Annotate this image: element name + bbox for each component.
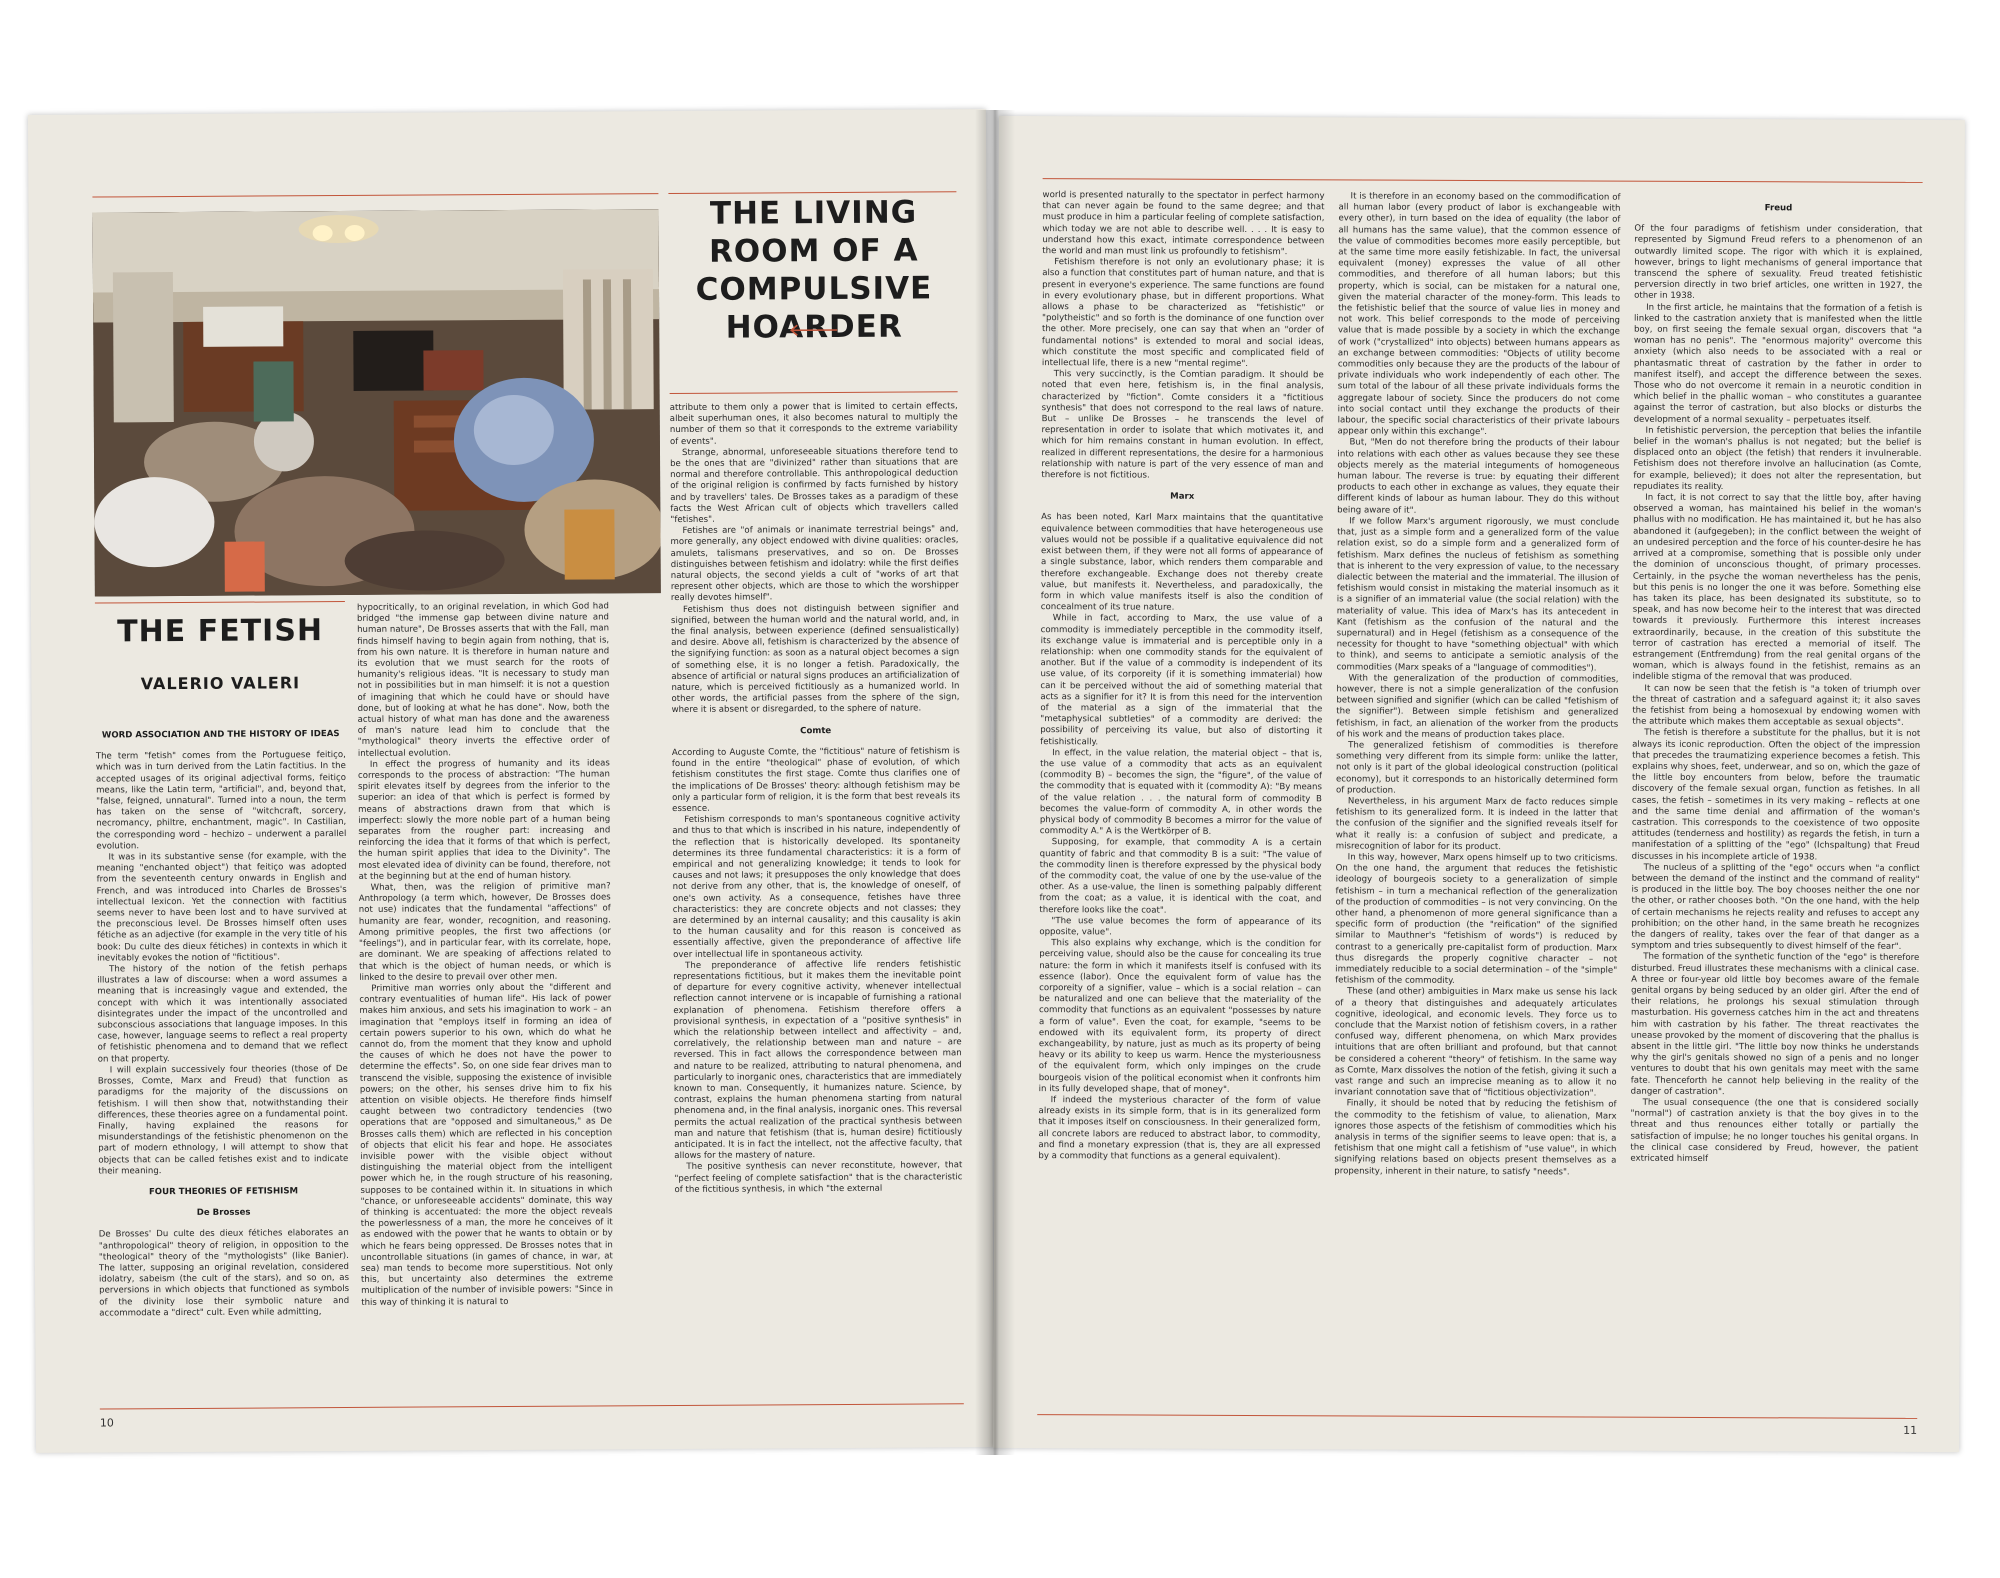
paragraph: It is therefore in an economy based on the commodification of all human labor (every product of labor is exchangeable with every other), in turn based on the idea of equality (the labor of all humans has the same value), that the common essence of the value of commodities becomes more easily perceptible, but at the same time more easily fetishizable. In fact, the universal equivalent (money) expresses the value of all other commodities, and therefore of all human labors; but this property, which is social, can be mistaken for a natural one, given the material character of the money-form. This leads to the fetishistic belief that the source of value lies in money and not work. This belief corresponds to the mode of perceiving value that is made possible by a society in which the exchange of work ("crystallized" into objects) between humans appears as an exchange between commodities: "Objects of utility become commodities only because they are the products of the labour of private individuals who work independently of each other. The sum total of the labour of all these private individuals forms the aggregate labour of society. Since the producers do not come into social contact until they exchange the products of their labour, the specific social characteristics of their private labours appear only within this exchange". — [1337, 191, 1621, 438]
paragraph: De Brosses' Du culte des dieux fétiches elaborates an "anthropological" theory of religion, in opposition to the "theological" theory of the "mythologists" (like Banier). The latter, supposing an original revelation, considered idolatry, sabeism (the cult of the stars), and so on, as perversions in which objects that functioned as symbols of the divinity lose their symbolic nature and accommodate a "direct" cult. Even while admitting, — [98, 1228, 350, 1319]
right-page — [993, 116, 1965, 1452]
page-number: 11 — [1903, 1423, 1918, 1437]
paragraph: In effect, in the value relation, the material object – that is, the use value of a commodity that acts as an equivalent (commodity B) – becomes the sign, the "figure", of the value of the commodity that is equated with it (commodity A): "By means of the value relation . . . the natural form of commodity B becomes the value-form of commodity A, in other words the physical body of commodity B becomes a mirror for the value of commodity A." A is the Wertkörper of B. — [1039, 747, 1323, 838]
paragraph: Supposing, for example, that commodity A is a certain quantity of fabric and that commodity B is a suit: "The value of the commodity linen is therefore expressed by the physical body of the commodity coat, the value of one by the use-value of the other. As a use-value, the linen is something palpably different from the coat; as a value, it is identical with the coat, and therefore looks like the coat". — [1039, 837, 1322, 916]
bottom-rule — [100, 1403, 964, 1409]
paragraph: The formation of the synthetic function of the "ego" is therefore disturbed. Freud illustrates these mechanisms with a clinical case. A three or four-year old little boy becomes aware of the female genital organs by being seduced by an older girl. After the end of their relations, he prolongs his sexual stimulation through masturbation. His governess catches him in the act and threatens him with castration by his father. The threat reactivates the unease provoked by the moment of discovering that the phallus is absent in the little girl. "The little boy now thinks he understands why the girl's genitals showed no sign of a penis and no longer ventures to doubt that his own genitals may meet with the same fate. Thenceforth he cannot help believing in the reality of the danger of castration". — [1630, 952, 1920, 1097]
paragraph: "The use value becomes the form of appearance of its opposite, value". — [1039, 915, 1322, 938]
section-heading-marx: Marx — [1170, 491, 1195, 503]
subheading-de-brosses: De Brosses — [196, 1207, 251, 1219]
page-number: 10 — [99, 1416, 114, 1430]
paragraph: attribute to them only a power that is limited to certain effects, albeit superhuman ones, it also becomes natural to multiply the number of them so that it corresponds to the extreme variability of events". — [669, 401, 958, 447]
paragraph: With the generalization of the production of commodities, however, there is not a simple generalization of the confusion between signified and signifier (which can be called "fetishism of the signifier"). Between simple fetishism and generalized fetishism, in fact, an alienation of the worker from the products of his work and the means of production takes place. — [1336, 673, 1619, 741]
paragraph: This very succinctly, is the Comtian paradigm. It should be noted that even here, fetishism is, in the final analysis, characterized by "fiction". Comte considers it a "fictitious synthesis" that does not correspond to the real laws of nature. But – unlike De Brosses – he transcends the level of representation in order to isolate that which motivates it, and which for him remains constant in human evolution. In effect, realized in different representations, the desire for a harmonious relationship with nature is part of the very essence of man and therefore is not fictitious. — [1041, 369, 1324, 481]
paragraph: This also explains why exchange, which is the condition for perceiving value, should also be the cause for concealing its true nature: the form in which it manifests itself is confused with its essence (labor). Once the equivalent form of value has the corporeity of a signifier, value – which is a social relation – can be naturalized and one can believe that the materiality of the commodity that functions as an equivalent "possesses by nature a form of value". Even the coat, for example, "seems to be endowed with its equivalent form, its property of direct exchangeability, by nature, just as much as its property of being heavy or its ability to keep us warm. Hence the mysteriousness of the equivalent form, which only impinges on the crude bourgeois vision of the political economist when it confronts him in its fully developed shape, that of money". — [1038, 938, 1322, 1095]
paragraph: In effect the progress of humanity and its ideas corresponds to the process of abstraction: "The human spirit elevates itself by degrees from the inferior to the superior: an idea of that which is perfect is formed by means of abstractions drawn from that which is imperfect: slowly the more noble part of a human being separates from the rougher part: increasing and reinforcing the idea that it forms of that which is perfect, the human spirit applies that idea to the Divinity". The most elevated idea of divinity can be found, therefore, not at the beginning but at the end of human history. — [357, 758, 611, 882]
paragraph: These (and other) ambiguities in Marx make us sense his lack of a theory that distinguishes and adequately articulates cognitive, ideological, and economic levels. They force us to conclude that the Marxist notion of fetishism covers, in a rather confused way, different phenomena, on which Marx provides intuitions that are often brilliant and profound, but that cannot be considered a coherent "theory" of fetishism. In the same way as Comte, Marx dissolves the notion of the fetish, giving it such a vast range and such an imprecise meaning as to allow it no invariant connotation save that of "fictitious objectivization". — [1334, 986, 1618, 1099]
paragraph: The fetish is therefore a substitute for the phallus, but it is not always its iconic reproduction. Often the object of the impression that precedes the traumatizing experience becomes a fetish. This explains why shoes, feet, underwear, and so on, which the gaze of the little boy encounters from below, before the traumatic discovery of the female sexual organ, function as fetishes. In all cases, the fetish – sometimes in its very making – reflects at one and the same time denial and affirmation of the woman's castration. This corresponds to the coexistence of two opposite attitudes (tenderness and hostility) as regards the fetish, in turn a manifestation of a splitting of the "ego" (Ichspaltung) that Freud discusses in his incomplete article of 1938. — [1631, 728, 1921, 863]
paragraph: Nevertheless, in his argument Marx de facto reduces simple fetishism to its generalized form. It is indeed in the latter that the confusion of the signifier and the signified reveals itself for what it really is: a confusion of subject and predicate, a misrecognition of labor for its product. — [1335, 796, 1618, 852]
paragraph: In the first article, he maintains that the formation of a fetish is linked to the castration anxiety that is manifested when the little boy, on first seeing the female sexual organ, discovers that "a woman has no penis". The "enormous majority" overcome this anxiety (which also needs to be associated with a real or phantasmatic threat of castration by the father in order to manifest itself), and accept the difference between the sexes. Those who do not overcome it remain in a neurotic condition in which belief in the phallic woman – who constitutes a guarantee against the terror of castration, but also blocks or disturbs the development of a normal sexuality – perpetuates itself. — [1633, 302, 1923, 426]
paragraph: It was in its substantive sense (for example, with the meaning "enchanted object") that feitiço was adopted from the seventeenth century onwards in English and French, and was introduced into Charles de Brosses's intellectual lexicon. Yet the connection with factitius seems never to have been lost and to have survived at the preconscious level. De Brosses himself often uses fétiche as an adjective (for example in the very title of his book: Du culte des dieux fétiches) in contexts in which it inevitably evokes the notion of "fictitious". — [96, 851, 348, 964]
paragraph: In this way, however, Marx opens himself up to two criticisms. On the one hand, the argument that reduces the fetishistic ideology of bourgeois society to a generalization of simple fetishism – in turn a mechanical reflection of the generalization of the production of commodities – is not very convincing. On the other hand, a phenomenon of more general significance than a specific form of production (the "reification" of the signified similar to Mauthner's "fetishism of words") is reduced by contrast to a generically pre-capitalist form of production. Marx thus disregards the properly cognitive character – not immediately reducible to a social determination – of the "simple" fetishism of the commodity. — [1335, 852, 1618, 987]
paragraph: The preponderance of affective life renders fetishistic representations fictitious, but it makes them the inevitable point of departure for every cognitive activity, whenever intellectual reflection cannot intervene or is incapable of furnishing a rational explanation of phenomena. Fetishism therefore offers a provisional synthesis, in expectation of a "positive synthesis" in which the relationship between intellect and affectivity – and, correlatively, the relationship between man and nature – are reversed. This in fact allows the correspondence between man and nature to be realized, attributing to natural phenomena, and particularly to inorganic ones, characteristics that are immediately known to man. Consequently, it humanizes nature. Science, by contrast, explains the human phenomena starting from natural phenomena and, in the final analysis, inorganic ones. This reversal permits the actual realization of the practical synthesis between man and nature that fetishism (that is, human desire) fictitiously anticipated. It is in fact the intellect, not the affective faculty, that allows for the mastery of nature. — [673, 959, 963, 1162]
left-column-3 — [670, 401, 964, 1397]
paragraph: Fetishism therefore is not only an evolutionary phase; it is also a function that constitutes part of human nature, and that is present in everyone's experience. The same functions are found in every evolutionary phase, but in different proportions. What allows a phase to be characterized as "fetishistic" or "polytheistic" and so forth is the dominance of one function over the other. More precisely, one can say that when an "order of fundamental notions" is extended to moral and social ideas, which constitute the most specific and complicated field of intellectual life, there is a new "mental regime". — [1041, 257, 1325, 370]
paragraph: Strange, abnormal, unforeseeable situations therefore tend to be the ones that are "divinized" rather than situations that are normal and therefore controllable. This anthropological deduction of the original religion is confirmed by facts furnished by history and by travellers' tales. De Brosses takes as a paradigm of these facts the West African cult of objects which travellers called "fetishes". — [670, 446, 959, 526]
left-column-2 — [357, 601, 614, 1399]
paragraph: hypocritically, to an original revelation, in which God had bridged "the immense gap between divine nature and human nature", De Brosses asserts that with the Fall, man finds himself having to begin again from nothing, that is, from his own nature. It is therefore in human nature and its evolution that we must search for the roots of humanity's religious ideas. "It is necessary to study man not in possibilities but in man himself: it is not a question of imagining that which he could have or should have done, but of looking at what he has done". Now, both the actual history of what man has done and the awareness of man's nature lead him to conclude that the "mythological" theory inverts the effective order of intellectual evolution. — [356, 601, 610, 759]
paragraph: Fetishes are "of animals or inanimate terrestrial beings" and, more generally, any object endowed with divine qualities: oracles, amulets, talismans preservatives, and so on. De Brosses distinguishes between fetishism and idolatry: while the first deifies natural objects, the second yields a cult of "works of art that represent other objects, which are those to which the worshipper really devotes himself". — [670, 524, 959, 604]
paragraph: The usual consequence (the one that is considered socially "normal") of castration anxiety is that the boy gives in to the threat and thus renounces either totally or partially the satisfaction of impulse; he no longer touches his genital organs. In the clinical case considered by Freud, however, the patient extricated himself — [1630, 1097, 1919, 1165]
paragraph: What, then, was the religion of primitive man? Anthropology (a term which, however, De Brosses does not use) indicates that the fundamental "affections" of humanity are fear, wonder, recognition, and reasoning. Among primitive peoples, the first two affections (or "feelings"), and in particular fear, with its correlate, hope, are dominant. We are speaking of affections related to that which is the object of human needs, or which is linked to the desire to prevail over other men. — [358, 881, 612, 983]
left-column-1 — [96, 719, 350, 1401]
section-heading-comte: Comte — [800, 725, 832, 736]
paragraph: Fetishism corresponds to man's spontaneous cognitive activity and thus to that which is inscribed in his nature, independently of the reflection that is historically developed. Its spontaneity determines its three fundamental characteristics: it is a form of empirical and not generalizing knowledge; it tends to look for causes and not laws; it presupposes the only knowledge that does not derive from any other, that is, the knowledge of oneself, of one's own activity. As a consequence, fetishes have three characteristics: they are concrete objects and not classes; they are determined by an internal causality; and this causality is akin to the human causality and for this reason is conceived as essentially affective, given the preponderance of affective life over intellectual life in spontaneous activity. — [672, 813, 962, 960]
right-column-3 — [1629, 193, 1922, 1408]
photo-bottom-rule — [95, 601, 345, 604]
paragraph: Fetishism thus does not distinguish between signifier and signified, between the human world and the natural world, and, in the final analysis, between experience (defined sensualistically) and desire. Above all, fetishism is characterized by the absence of the signifying function: as soon as a natural object becomes a sign of something else, it is no longer a fetish. Paradoxically, the absence of artificial or natural signs produces an artificialization of nature, which is perceived fictitiously as a humanized world. In other words, the artificial passes from the sphere of the sign, where it is absent or disregarded, to the sphere of nature. — [670, 602, 960, 716]
paragraph: In fetishistic perversion, the perception that belies the infantile belief in the woman's phallus is not negated; but the belief is displaced onto an object (the fetish) that renders it invulnerable. Fetishism does not therefore involve an hallucination (as Comte, for example, believed); it does not alter the representation, but repudiates its reality. — [1633, 425, 1922, 492]
article-title: THE FETISH — [117, 613, 324, 650]
paragraph: If we follow Marx's argument rigorously, we must conclude that, just as a simple form and a generalized form of the value relation exist, so do a simple form and a generalized form of fetishism. Marx defines the nucleus of fetishism as something that is inherent to the very expression of value, to the necessary dialectic between the material and the immaterial. The illusion of fetishism would consist in mistaking the material insomuch as it is a signifier of an immaterial value (the social relation) with the materiality of value. This idea of Marx's has its antecedent in Kant (fetishism as the confusion of the natural and the supernatural) and in Hegel (fetishism as a consequence of the necessity for thought to have "something objectual" with which to think), and seems to anticipate a semiotic analysis of the commodities (Marx speaks of a "language of commodities"). — [1336, 516, 1620, 674]
paragraph: Of the four paradigms of fetishism under consideration, that represented by Sigmund Freud refers to a phenomenon of an outwardly limited scope. The rigor with which it is explained, however, brings to light mechanisms of general importance that transcend the sphere of sexuality. Freud treated fetishistic perversion directly in two brief articles, one written in 1927, the other in 1938. — [1634, 223, 1923, 302]
paragraph: The positive synthesis can never reconstitute, however, that "perfect feeling of complete satisfaction" that is the characteristic of the fictitious synthesis, in which "the external — [674, 1160, 963, 1195]
paragraph: It can now be seen that the fetish is "a token of triumph over the threat of castration and a safeguard against it; it also saves the fetishist from being a homosexual by endowing women with the attribute which makes them acceptable as sexual objects". — [1632, 683, 1921, 728]
paragraph: According to Auguste Comte, the "fictitious" nature of fetishism is found in the entire "theological" phase of evolution, of which fetishism constitutes the first stage. Comte thus clarifies one of the implications of De Brosses' theory: although fetishism may be only a particular form of religion, it is the form that best reveals its essence. — [671, 746, 961, 814]
section-heading-word-association: WORD ASSOCIATION AND THE HISTORY OF IDEAS — [101, 729, 340, 741]
bottom-rule — [1037, 1414, 1917, 1419]
right-column-1 — [1037, 190, 1324, 1405]
paragraph: If indeed the mysterious character of the form of value already exists in its simple form, that is in its generalized form that it imposes itself on consciousness. In their generalized form, all concrete labors are reduced to abstract labor, to commodity, and find a monetary expression (that is, they are all expressed by a commodity that functions as a general equivalent). — [1038, 1095, 1321, 1163]
author-name: VALERIO VALERI — [140, 673, 301, 694]
spine-shadow — [975, 110, 1015, 1455]
paragraph: The generalized fetishism of commodities is therefore something very different from its simple form: unlike the latter, not only is it part of the global ideological construction (political economy), but it corresponds to an historically determined form of production. — [1335, 740, 1619, 796]
left-page — [28, 109, 994, 1453]
hoarder-living-room-photo — [93, 209, 661, 596]
right-column-2 — [1333, 191, 1620, 1406]
paragraph: Finally, it should be noted that by reducing the fetishism of the commodity to the fetishism of value, to alienation, Marx ignores those aspects of the fetishism of commodities which his analysis in terms of the signifier seems to leave open: that is, a fetishism that one might call a fetishism of "use value", in which signifying relations based on objects present themselves as a propensity, inherent in their nature, to satisfy "needs". — [1334, 1098, 1617, 1178]
paragraph: The term "fetish" comes from the Portuguese feitiço, which was in turn derived from the Latin factitius. In the accepted usages of its original adjectival forms, feitiço means, like the Latin term, "artificial", and, beyond that, "false, feigned, unnatural". Turned into a noun, the term has taken on the sense of "witchcraft, sorcery, necromancy, philtre, enchantment, magic". In Castilian, the corresponding word – hechizo – underwent a parallel evolution. — [95, 750, 347, 852]
paragraph: But, "Men do not therefore bring the products of their labour into relations with each other as values because they see these objects merely as the material integuments of homogeneous human labour. The reverse is true: by equating their different products to each other in exchange as values, they equate their different kinds of labour as human labour. They do this without being aware of it". — [1337, 437, 1620, 516]
paragraph: world is presented naturally to the spectator in perfect harmony that can never again be found to the same degree; and that must produce in him a particular feeling of complete satisfaction, which today we are not able to describe well. . . . It is easy to understand how this exact, intimate correspondence between the world and man must link us profoundly to fetishism". — [1042, 190, 1325, 258]
photo-headline: THE LIVING ROOM OF A COMPULSIVE HOARDER — [695, 194, 933, 346]
paragraph: The history of the notion of the fetish perhaps illustrates a law of discourse: when a word assumes a meaning that is increasingly vague and extended, the concept with which it was intentionally associated disintegrates under the impact of the uncontrolled and subconscious associations that language imposes. In this case, however, language seems to reflect a real property of fetishistic phenomena and to demand that we reflect on that property. — [97, 963, 348, 1065]
section-heading-freud: Freud — [1764, 203, 1793, 214]
paragraph: While in fact, according to Marx, the use value of a commodity is immediately perceptible in the commodity itself, its exchange value is immaterial and is perceptible only in a relationship: when one commodity stands for the equivalent of another. But if the value of a commodity is independent of its use value, of its corporeity (if it is something immaterial) how can it be perceived without the aid of something material that acts as a signifier for it? It is from this need for the intervention of the material as a sign of the immaterial that the "metaphysical subtleties" of a commodity are derived: the possibility of perceiving its value, but also of distorting it fetishistically. — [1040, 613, 1323, 747]
paragraph: I will explain successively four theories (those of De Brosses, Comte, Marx and Freud) that function as paradigms for the majority of the discussions on fetishism. I will then show that, notwithstanding their differences, these theories agree on a fundamental point. Finally, having explained the reasons for misunderstandings of the fetishistic phenomenon on the part of modern ethnology, I will attempt to show that objects that can be called fetishes exist and to indicate their meaning. — [97, 1063, 349, 1177]
paragraph: In fact, it is not correct to say that the little boy, after having observed a woman, has maintained his belief in the woman's phallus with no modification. He has maintained it, but he has also abandoned it (aufgegeben); in the conflict between the weight of an undesired perception and the force of his counter-desire he has arrived at a compromise, something that is possible only under the dominion of unconscious thought, of primary processes. Certainly, in the psyche the woman nevertheless has the penis, but this penis is no longer the one it was before. Something else has taken its place, has been designated its substitute, so to speak, and has now become heir to the interest that was directed towards it previously. Furthermore this interest increases extraordinarily, because, in the creation of this substitute the terror of castration has erected a memorial of itself. The estrangement (Entfremdung) from the real genital organs of the woman, which is always found in the fetishist, remains as an indelible stigma of the removal that was produced. — [1632, 492, 1922, 683]
paragraph: As has been noted, Karl Marx maintains that the quantitative equivalence between commodities that have heterogeneous use values would not be possible if a qualitative equivalence did not exist between them, if they were not all forms of appearance of a single substance, labor, which renders them comparable and therefore exchangeable. Exchange does not thereby create value, but manifests it. Nevertheless, and paradoxically, the form in which value manifests itself is also the condition of concealment of its true nature. — [1040, 512, 1324, 613]
top-rule — [1043, 178, 1923, 183]
column-divider-rule — [670, 391, 958, 394]
arrow-left-icon — [787, 324, 837, 336]
paragraph: The nucleus of a splitting of the "ego" occurs when "a conflict between the demand of the instinct and the command of reality" is produced in the little boy. The boy chooses neither the one nor the other, or rather chooses both. "On the one hand, with the help of certain mechanisms he rejects reality and refuses to accept any prohibition; on the other hand, in the same breath he recognizes the dangers of reality, takes over the fear of that danger as a symptom and tries subsequently to divest himself of the fear". — [1631, 862, 1920, 953]
top-rule — [92, 193, 658, 197]
section-heading-four-theories: FOUR THEORIES OF FETISHISM — [148, 1186, 299, 1198]
paragraph: Primitive man worries only about the "different and contrary eventualities of human life". His lack of power makes him anxious, and sets his imagination to work – an imagination that "employs itself in forming an idea of certain powers superior to his own, which do what he cannot do, from the moment that they know and uphold the causes of which he does not have the power to determine the effects". So, on one side fear drives man to transcend the visible, supposing the existence of invisible powers; on the other, his senses drive him to fix his attention on visible objects. He therefore finds himself caught between two contradictory tendencies (two operations that are "opposed and simultaneous," as De Brosses calls them) which are reflected in his conception of objects that elicit his fear and hope. He associates invisible power with the visible object without distinguishing the material object from the intelligent power which he, in the rough structure of his reasoning, supposes to be contained within it. In situations in which "chance, or unforeseeable accidents" dominate, this way of thinking is accentuated: the more the object reveals the powerlessness of a man, the more he conceives of it as endowed with the power that he wants to obtain or by which he fears being oppressed. De Brosses notes that in uncontrollable situations (in games of chance, in war, at sea) man tends to become more superstitious. Not only this, but uncertainty also determines the extreme multiplication of the number of invisible powers: "Since in this way of thinking it is natural to — [359, 982, 614, 1308]
